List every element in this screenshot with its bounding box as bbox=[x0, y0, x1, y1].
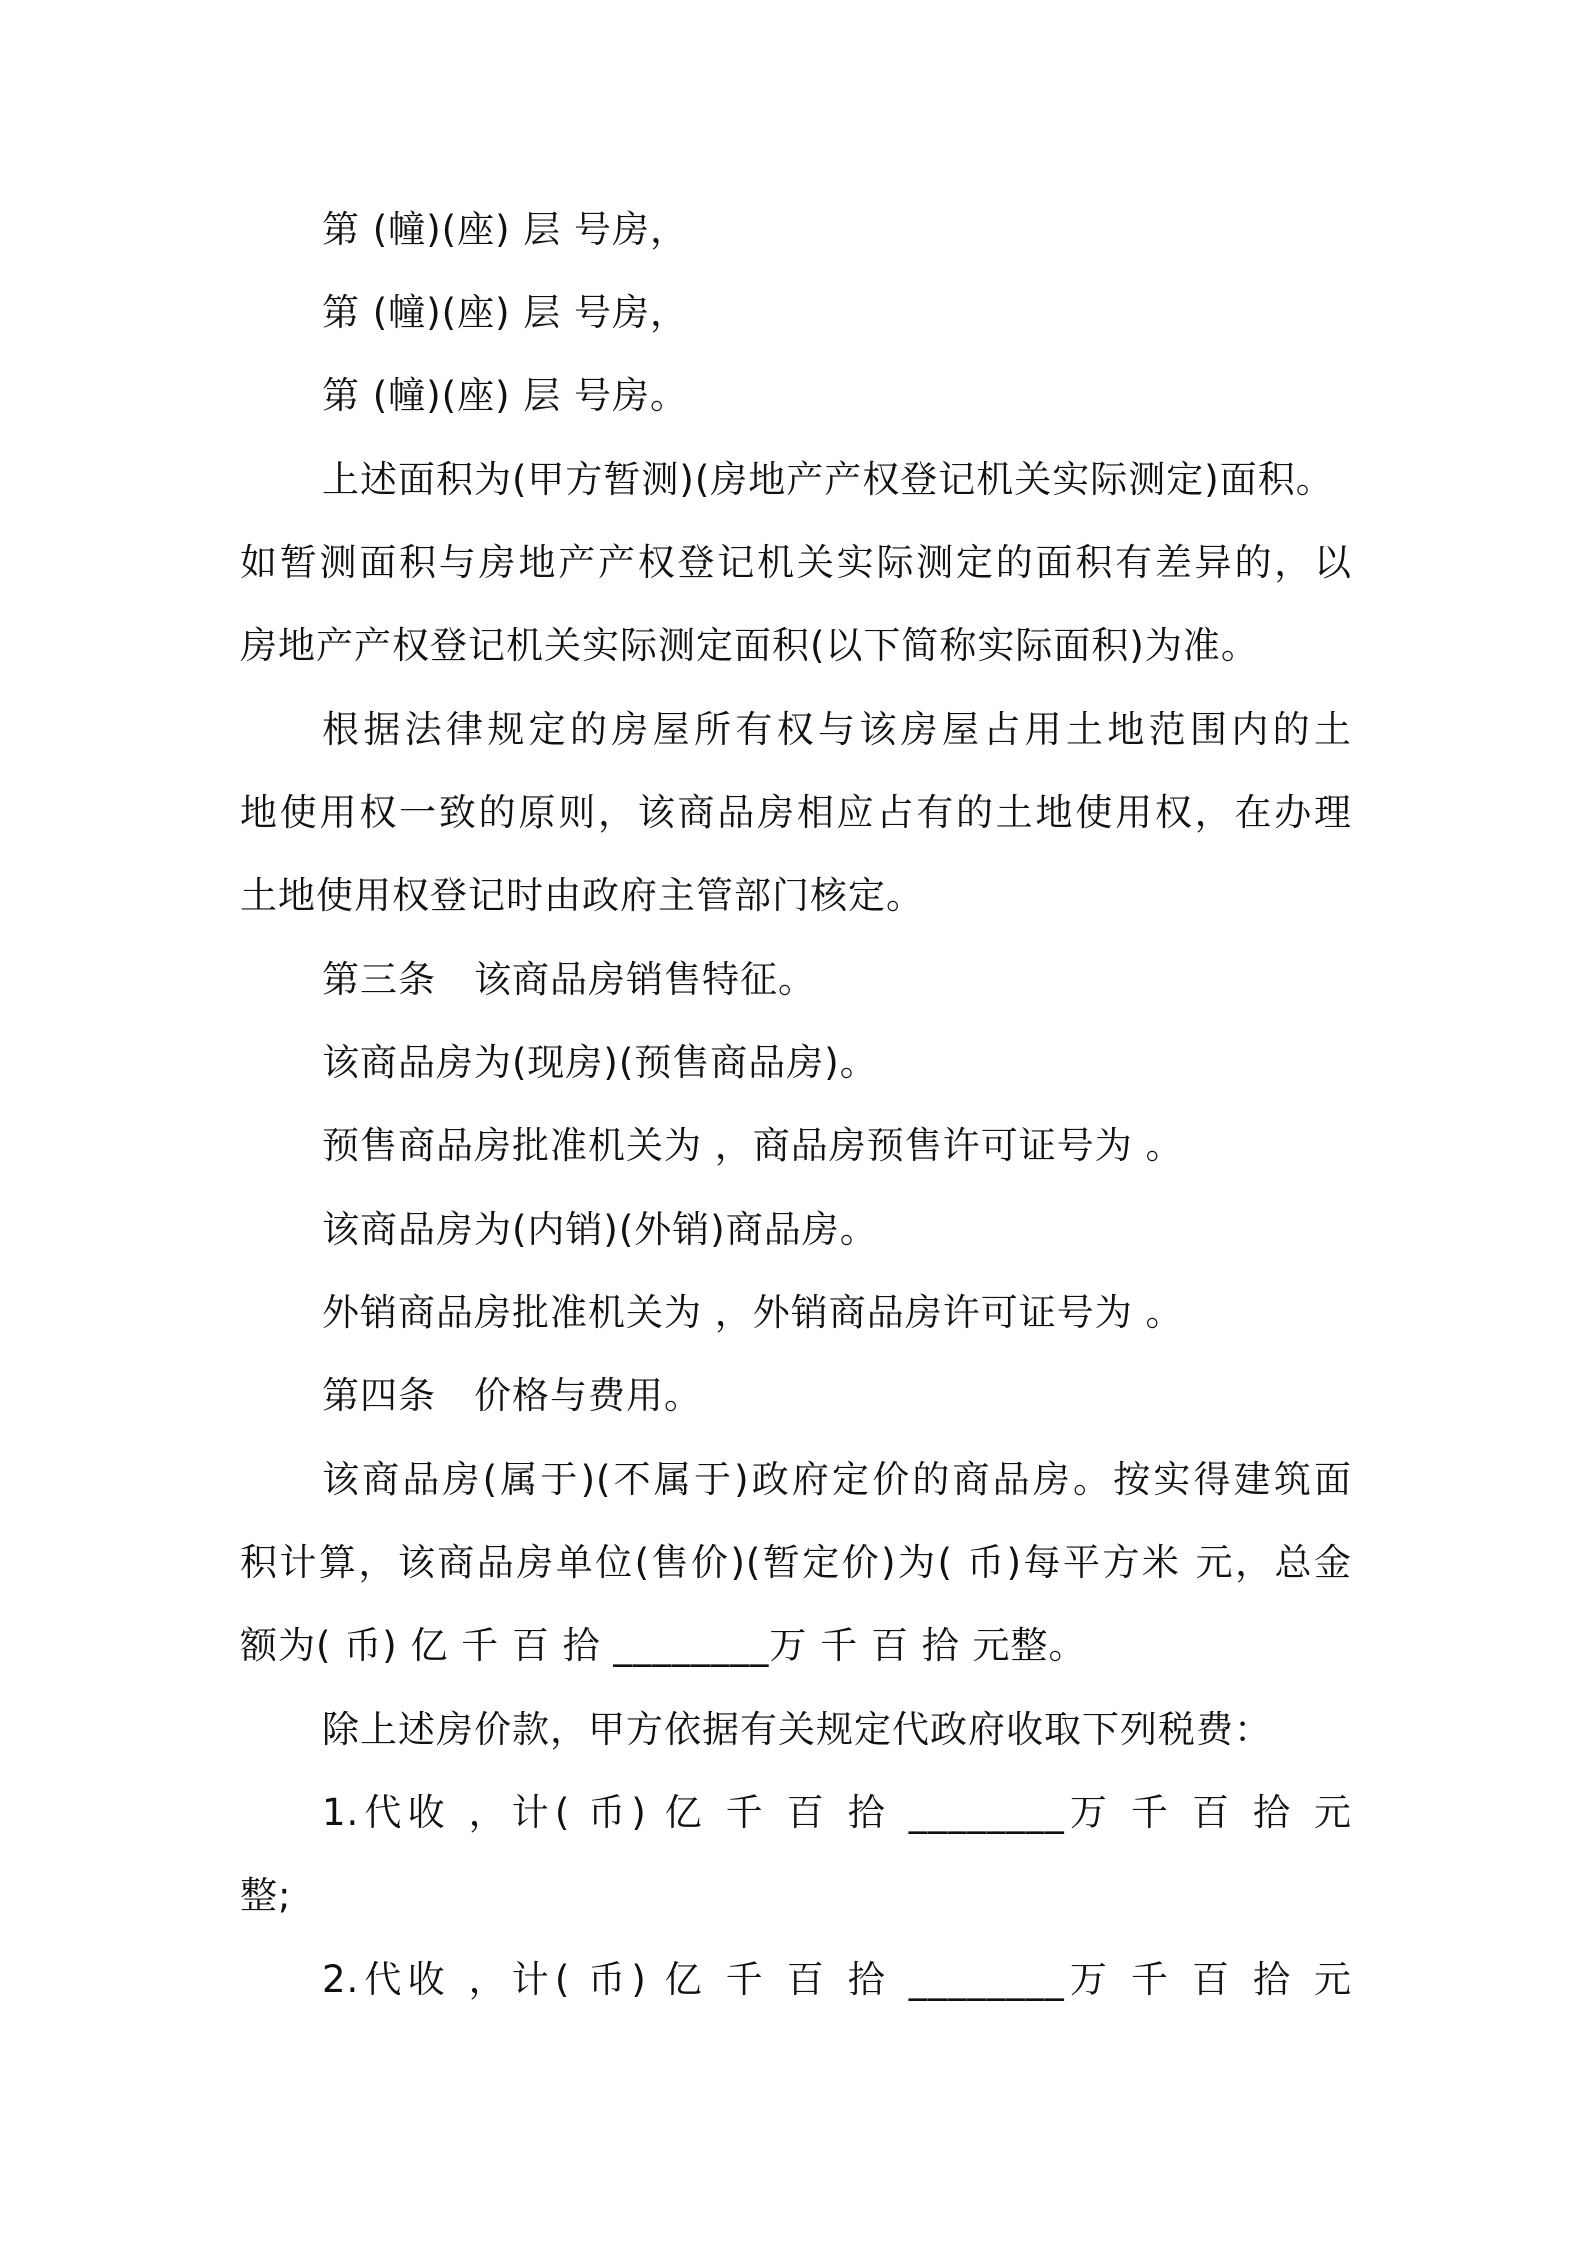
text-line-20: 1.代收 ，计( 币) 亿 千 百 拾 ________万 千 百 拾 元 bbox=[322, 1791, 1352, 1834]
text-line-2: 第 (幢)(座) 层 号房， bbox=[322, 291, 689, 334]
text-line-14: 外销商品房批准机关为 ，外销商品房许可证号为 。 bbox=[322, 1291, 1184, 1334]
text-line-19: 除上述房价款，甲方依据有关规定代政府收取下列税费： bbox=[322, 1708, 1272, 1751]
text-line-11: 该商品房为(现房)(预售商品房)。 bbox=[322, 1041, 878, 1084]
text-line-6: 房地产产权登记机关实际测定面积(以下简称实际面积)为准。 bbox=[240, 624, 1259, 667]
text-line-22: 2.代收 ，计( 币) 亿 千 百 拾 ________万 千 百 拾 元 bbox=[322, 1958, 1352, 2001]
text-line-18: 额为( 币) 亿 千 百 拾 ________万 千 百 拾 元整。 bbox=[240, 1624, 1087, 1667]
text-line-9: 土地使用权登记时由政府主管部门核定。 bbox=[240, 874, 924, 917]
text-line-5: 如暂测面积与房地产产权登记机关实际测定的面积有差异的，以 bbox=[240, 541, 1352, 584]
text-line-4: 上述面积为(甲方暂测)(房地产产权登记机关实际测定)面积。 bbox=[322, 458, 1334, 501]
text-line-3: 第 (幢)(座) 层 号房。 bbox=[322, 374, 689, 417]
text-line-12: 预售商品房批准机关为 ，商品房预售许可证号为 。 bbox=[322, 1124, 1184, 1167]
text-line-17: 积计算，该商品房单位(售价)(暂定价)为( 币)每平方米 元，总金 bbox=[240, 1541, 1352, 1584]
article-3-heading: 第三条 该商品房销售特征。 bbox=[322, 958, 816, 1001]
text-line-7: 根据法律规定的房屋所有权与该房屋占用土地范围内的土 bbox=[322, 708, 1352, 751]
article-4-heading: 第四条 价格与费用。 bbox=[322, 1374, 702, 1417]
text-line-1: 第 (幢)(座) 层 号房， bbox=[322, 208, 689, 251]
text-line-8: 地使用权一致的原则，该商品房相应占有的土地使用权，在办理 bbox=[240, 791, 1352, 834]
text-line-16: 该商品房(属于)(不属于)政府定价的商品房。按实得建筑面 bbox=[322, 1458, 1352, 1501]
text-line-13: 该商品房为(内销)(外销)商品房。 bbox=[322, 1208, 878, 1251]
text-line-21: 整; bbox=[240, 1874, 292, 1917]
